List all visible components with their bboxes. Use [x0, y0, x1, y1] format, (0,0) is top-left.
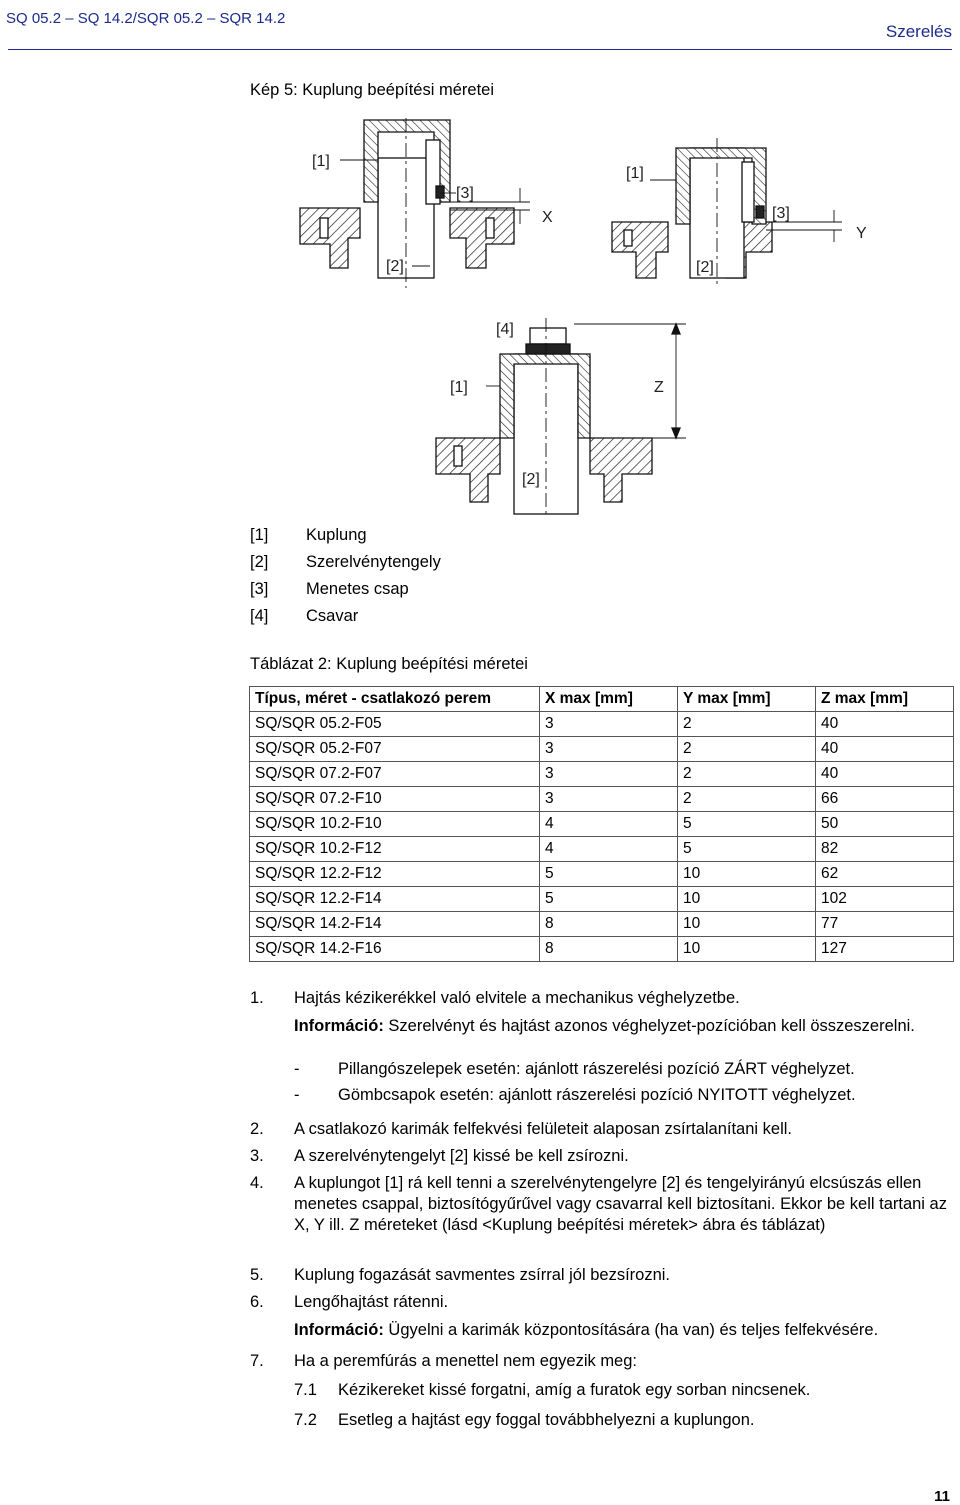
cell-x: 3 [540, 712, 678, 737]
cell-type: SQ/SQR 14.2-F14 [250, 912, 540, 937]
step-6-info [250, 1320, 955, 1341]
cell-z: 40 [816, 712, 954, 737]
bullet-text: Gömbcsapok esetén: ajánlott rászerelési pozíció NYITOTT véghelyzet. [338, 1086, 856, 1104]
step-text: Kuplung fogazását savmentes zsírral jól bezsírozni. [294, 1266, 671, 1284]
cell-z: 62 [816, 862, 954, 887]
cell-type: SQ/SQR 10.2-F12 [250, 837, 540, 862]
label-b3: [3] [772, 205, 790, 222]
step-6 [250, 1292, 955, 1313]
cell-x: 4 [540, 837, 678, 862]
cell-y: 10 [678, 937, 816, 962]
cell-x: 5 [540, 862, 678, 887]
label-a2: [2] [386, 258, 404, 275]
table-header-row [250, 687, 954, 712]
legend-label: Kuplung [306, 526, 367, 544]
header-document-title: SQ 05.2 – SQ 14.2/SQR 05.2 – SQR 14.2 [6, 10, 286, 27]
step-text: Ha a peremfúrás a menettel nem egyezik meg: [294, 1352, 637, 1370]
info-text: Szerelvényt és hajtást azonos véghelyzet-pozícióban kell összeszerelni. [383, 1017, 915, 1035]
cell-y: 10 [678, 887, 816, 912]
cell-z: 66 [816, 787, 954, 812]
cell-z: 40 [816, 762, 954, 787]
step-number: 4. [250, 1174, 264, 1192]
cell-x: 8 [540, 937, 678, 962]
step-1-info [250, 1016, 955, 1037]
cell-y: 5 [678, 812, 816, 837]
step-1 [250, 988, 955, 1009]
cell-z: 40 [816, 737, 954, 762]
step-text: A szerelvénytengelyt [2] kissé be kell zsírozni. [294, 1147, 629, 1165]
cell-type: SQ/SQR 07.2-F10 [250, 787, 540, 812]
coupling-drawing [290, 118, 867, 518]
cell-x: 4 [540, 812, 678, 837]
step-4 [250, 1173, 955, 1236]
header-z-max: Z max [mm] [816, 687, 954, 712]
step-number: 7. [250, 1352, 264, 1370]
cell-x: 8 [540, 912, 678, 937]
table-row [250, 787, 954, 812]
legend-key: [1] [250, 526, 269, 544]
step-number: 2. [250, 1120, 264, 1138]
step-text: Lengőhajtást rátenni. [294, 1293, 449, 1311]
cell-y: 2 [678, 737, 816, 762]
legend-label: Szerelvénytengely [306, 553, 441, 571]
table-row [250, 737, 954, 762]
info-label: Információ: [294, 1017, 384, 1035]
legend-key: [3] [250, 580, 269, 598]
cell-type: SQ/SQR 05.2-F07 [250, 737, 540, 762]
cell-x: 3 [540, 762, 678, 787]
legend-key: [2] [250, 553, 269, 571]
cell-z: 50 [816, 812, 954, 837]
label-cz: Z [654, 379, 664, 396]
label-b2: [2] [696, 259, 714, 276]
cell-y: 2 [678, 712, 816, 737]
info-text: Ügyelni a karimák központosítására (ha van) és teljes felfekvésére. [383, 1321, 879, 1339]
cell-type: SQ/SQR 12.2-F14 [250, 887, 540, 912]
step-2 [250, 1119, 955, 1140]
figure-caption: Kép 5: Kuplung beépítési méretei [250, 81, 494, 99]
table-row [250, 837, 954, 862]
label-ax: X [542, 209, 553, 226]
info-label: Információ: [294, 1321, 384, 1339]
table-row [250, 887, 954, 912]
step-text: Hajtás kézikerékkel való elvitele a mechanikus véghelyzetbe. [294, 989, 740, 1007]
cell-type: SQ/SQR 07.2-F07 [250, 762, 540, 787]
cell-x: 3 [540, 787, 678, 812]
step-text: A kuplungot [1] rá kell tenni a szerelvénytengelyre [2] és tengelyirányú elcsúszás ellen menetes csappal, biztosítógyűrűvel vagy csavarral kell biztosítani. Ekkor be kell tartani az X, Y ill. Z méreteket (lásd <Kuplung beépítési méretek> ábra és táblázat) [294, 1174, 947, 1234]
step-5 [250, 1265, 955, 1286]
drawing-a [300, 118, 530, 288]
step-text: A csatlakozó karimák felfekvési felületeit alaposan zsírtalanítani kell. [294, 1120, 792, 1138]
label-a1: [1] [312, 153, 330, 170]
cell-z: 82 [816, 837, 954, 862]
cell-y: 10 [678, 862, 816, 887]
cell-z: 127 [816, 937, 954, 962]
cell-type: SQ/SQR 10.2-F10 [250, 812, 540, 837]
label-b1: [1] [626, 165, 644, 182]
step-number: 5. [250, 1266, 264, 1284]
cell-y: 10 [678, 912, 816, 937]
cell-x: 5 [540, 887, 678, 912]
cell-y: 2 [678, 762, 816, 787]
table-row [250, 812, 954, 837]
cell-z: 102 [816, 887, 954, 912]
header-x-max: X max [mm] [540, 687, 678, 712]
substep-number: 7.1 [294, 1381, 317, 1399]
dimensions-table [249, 686, 954, 962]
cell-type: SQ/SQR 05.2-F05 [250, 712, 540, 737]
legend-label: Csavar [306, 607, 359, 625]
table-row [250, 912, 954, 937]
label-c4: [4] [496, 321, 514, 338]
label-by: Y [856, 225, 867, 242]
header-section-title: Szerelés [885, 22, 952, 41]
cell-z: 77 [816, 912, 954, 937]
table-caption: Táblázat 2: Kuplung beépítési méretei [250, 655, 528, 673]
cell-x: 3 [540, 737, 678, 762]
step-number: 3. [250, 1147, 264, 1165]
header-y-max: Y max [mm] [678, 687, 816, 712]
label-c2: [2] [522, 471, 540, 488]
header-type: Típus, méret - csatlakozó perem [250, 687, 540, 712]
cell-type: SQ/SQR 14.2-F16 [250, 937, 540, 962]
table-row [250, 862, 954, 887]
substep-text: Kézikereket kissé forgatni, amíg a furatok egy sorban nincsenek. [338, 1381, 811, 1399]
drawing-b [612, 138, 842, 288]
bullet-text: Pillangószelepek esetén: ajánlott rászerelési pozíció ZÁRT véghelyzet. [338, 1060, 855, 1078]
bullet-dash: - [294, 1060, 300, 1078]
substep-text: Esetleg a hajtást egy foggal továbbhelyezni a kuplungon. [338, 1411, 755, 1429]
label-c1: [1] [450, 379, 468, 396]
header-rule [8, 49, 952, 50]
drawing-c [436, 318, 686, 518]
substep-number: 7.2 [294, 1411, 317, 1429]
table-row [250, 937, 954, 962]
label-a3: [3] [456, 185, 474, 202]
step-3 [250, 1146, 955, 1167]
step-7 [250, 1351, 955, 1372]
step-number: 6. [250, 1293, 264, 1311]
bullet-dash: - [294, 1086, 300, 1104]
table-row [250, 712, 954, 737]
legend-key: [4] [250, 607, 269, 625]
cell-y: 2 [678, 787, 816, 812]
page-number: 11 [934, 1488, 950, 1505]
cell-y: 5 [678, 837, 816, 862]
step-number: 1. [250, 989, 264, 1007]
cell-type: SQ/SQR 12.2-F12 [250, 862, 540, 887]
legend-label: Menetes csap [306, 580, 409, 598]
table-row [250, 762, 954, 787]
